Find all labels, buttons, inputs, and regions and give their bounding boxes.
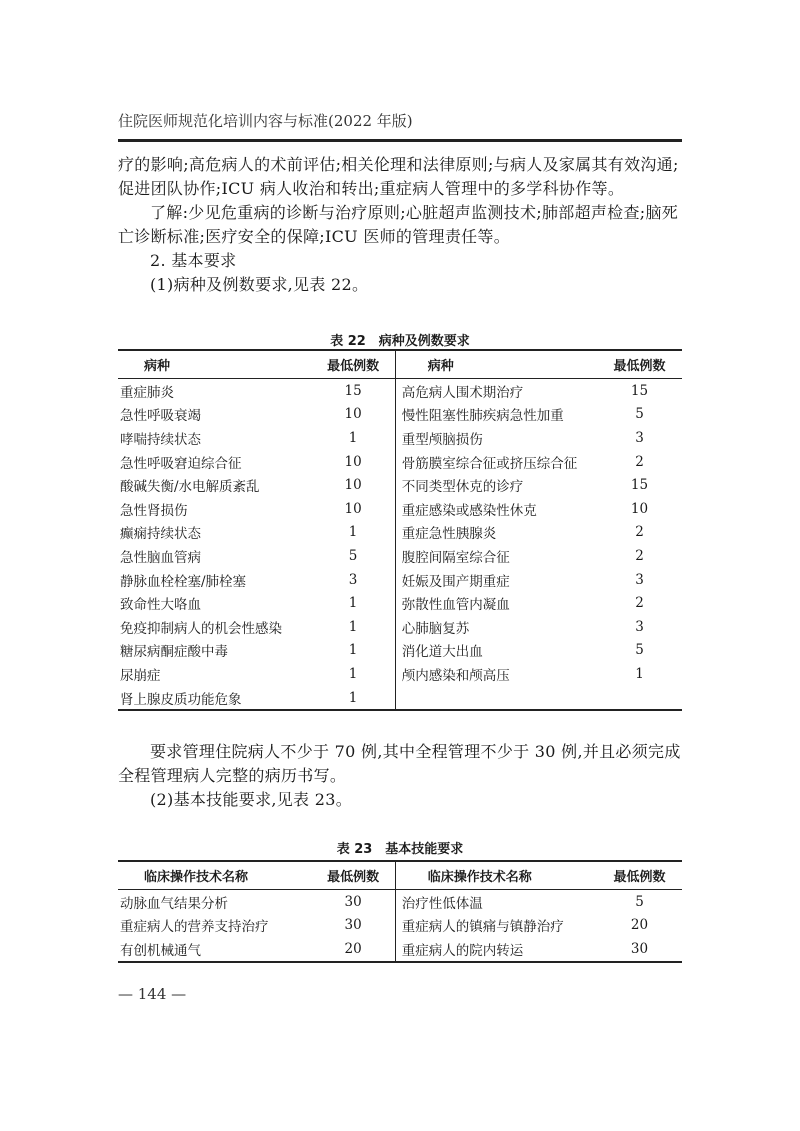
table-row [118, 544, 682, 568]
cell-count-2: 10 [630, 500, 649, 517]
cell-count-2: 2 [635, 595, 644, 612]
cell-name: 肾上腺皮质功能危象 [120, 691, 242, 708]
table-row [118, 662, 682, 686]
cell-name: 糖尿病酮症酸中毒 [120, 644, 228, 661]
paragraph-skill-requirements: (2)基本技能要求,见表 23。 [150, 790, 352, 809]
table-row [118, 615, 682, 639]
cell-count: 10 [344, 453, 362, 470]
cell-name: 尿崩症 [120, 667, 161, 684]
cell-name: 急性脑血管病 [120, 549, 201, 566]
cell-count: 1 [348, 665, 358, 682]
cell-name: 重症病人的营养支持治疗 [120, 919, 269, 936]
cell-name-2: 重症急性胰腺炎 [395, 521, 597, 545]
running-header: 住院医师规范化培训内容与标准(2022 年版) [118, 112, 413, 130]
cell-count: 1 [348, 429, 358, 446]
cell-name-2: 重症病人的院内转运 [395, 937, 597, 962]
table22-header-disease-2: 病种 [395, 350, 597, 379]
table23-header-min-cases-2: 最低例数 [597, 861, 682, 890]
cell-count-2 [597, 686, 682, 711]
cell-count: 1 [348, 524, 358, 541]
table23-header-procedure-2: 临床操作技术名称 [395, 861, 597, 890]
cell-name-2: 消化道大出血 [395, 639, 597, 663]
cell-count-2: 2 [635, 453, 644, 470]
paragraph-management-requirement: 要求管理住院病人不少于 70 例,其中全程管理不少于 30 例,并且必须完成全程管理病人完整的病历书写。 [118, 742, 681, 785]
table23-caption: 表 23 基本技能要求 [336, 842, 464, 857]
table-row [118, 379, 682, 403]
paragraph-continued: 疗的影响;高危病人的术前评估;相关伦理和法律原则;与病人及家属其有效沟通;促进团队协作;ICU 病人收治和转出;重症病人管理中的多学科协作等。 [118, 155, 679, 198]
cell-count-2: 3 [635, 571, 644, 588]
table-row [118, 497, 682, 521]
cell-count-2: 15 [630, 382, 649, 399]
cell-name-2: 骨筋膜室综合征或挤压综合征 [395, 450, 597, 474]
cell-count: 10 [344, 477, 362, 494]
cell-name: 动脉血气结果分析 [120, 895, 228, 912]
cell-count: 1 [348, 642, 358, 659]
cell-count-2: 5 [635, 642, 644, 659]
cell-name: 致命性大咯血 [120, 597, 201, 614]
cell-count-2: 3 [635, 429, 644, 446]
cell-count-2: 5 [635, 893, 644, 910]
table22-header-min-cases-2: 最低例数 [597, 350, 682, 379]
cell-count: 1 [348, 689, 358, 706]
table-row [118, 568, 682, 592]
cell-name-2: 治疗性低体温 [395, 890, 597, 914]
section-heading-basic-requirements: 2. 基本要求 [150, 251, 237, 270]
cell-count-2: 1 [635, 665, 644, 682]
cell-count-2: 20 [630, 917, 649, 934]
cell-count: 20 [344, 940, 362, 957]
cell-name: 急性肾损伤 [120, 502, 188, 519]
cell-count-2: 15 [630, 477, 649, 494]
cell-name-2: 心肺脑复苏 [395, 615, 597, 639]
table-row [118, 639, 682, 663]
table23-header-procedure: 临床操作技术名称 [118, 861, 311, 890]
cell-name-2: 腹腔间隔室综合征 [395, 544, 597, 568]
cell-name-2: 重症感染或感染性休克 [395, 497, 597, 521]
table-row [118, 686, 682, 711]
cell-count: 1 [348, 595, 358, 612]
cell-count-2: 30 [630, 940, 649, 957]
cell-count: 3 [348, 571, 358, 588]
cell-name: 急性呼吸衰竭 [120, 408, 201, 425]
table23-header-min-cases: 最低例数 [311, 861, 395, 890]
cell-count: 10 [344, 500, 362, 517]
table-row [118, 937, 682, 962]
cell-name-2 [395, 686, 597, 711]
cell-name-2: 不同类型休克的诊疗 [395, 473, 597, 497]
cell-name-2: 高危病人围术期治疗 [395, 379, 597, 403]
cell-count: 30 [344, 917, 362, 934]
cell-name-2: 颅内感染和颅高压 [395, 662, 597, 686]
table-row [118, 426, 682, 450]
cell-name: 癫痫持续状态 [120, 526, 201, 543]
table22-header-disease: 病种 [118, 350, 311, 379]
cell-count-2: 3 [635, 618, 644, 635]
table-row [118, 473, 682, 497]
cell-count: 30 [344, 893, 362, 910]
cell-count: 15 [344, 382, 362, 399]
cell-count-2: 5 [635, 406, 644, 423]
table-row [118, 403, 682, 427]
table22 [118, 349, 682, 711]
cell-name: 重症肺炎 [120, 384, 174, 401]
cell-name-2: 慢性阻塞性肺疾病急性加重 [395, 403, 597, 427]
cell-count: 5 [348, 547, 358, 564]
cell-name-2: 弥散性血管内凝血 [395, 591, 597, 615]
table-row [118, 890, 682, 914]
cell-name: 酸碱失衡/水电解质紊乱 [120, 479, 260, 496]
cell-name-2: 重型颅脑损伤 [395, 426, 597, 450]
cell-count-2: 2 [635, 547, 644, 564]
cell-count: 1 [348, 618, 358, 635]
table22-header-min-cases: 最低例数 [311, 350, 395, 379]
table-row [118, 450, 682, 474]
table22-caption: 表 22 病种及例数要求 [330, 334, 470, 349]
header-rule [118, 139, 682, 142]
table-row [118, 591, 682, 615]
page-number: — 144 — [118, 985, 187, 1003]
cell-name: 免疫抑制病人的机会性感染 [120, 620, 282, 637]
paragraph-disease-requirements: (1)病种及例数要求,见表 22。 [150, 275, 369, 294]
cell-name-2: 妊娠及围产期重症 [395, 568, 597, 592]
paragraph-understand: 了解:少见危重病的诊断与治疗原则;心脏超声监测技术;肺部超声检查;脑死亡诊断标准;医疗安全的保障;ICU 医师的管理责任等。 [118, 203, 679, 246]
cell-name: 静脉血栓栓塞/肺栓塞 [120, 573, 247, 590]
table-row [118, 914, 682, 938]
cell-name: 有创机械通气 [120, 942, 201, 959]
cell-name: 哮喘持续状态 [120, 431, 201, 448]
table23 [118, 860, 682, 963]
cell-count: 10 [344, 406, 362, 423]
cell-name-2: 重症病人的镇痛与镇静治疗 [395, 914, 597, 938]
cell-count-2: 2 [635, 524, 644, 541]
table-row [118, 521, 682, 545]
cell-name: 急性呼吸窘迫综合征 [120, 455, 242, 472]
